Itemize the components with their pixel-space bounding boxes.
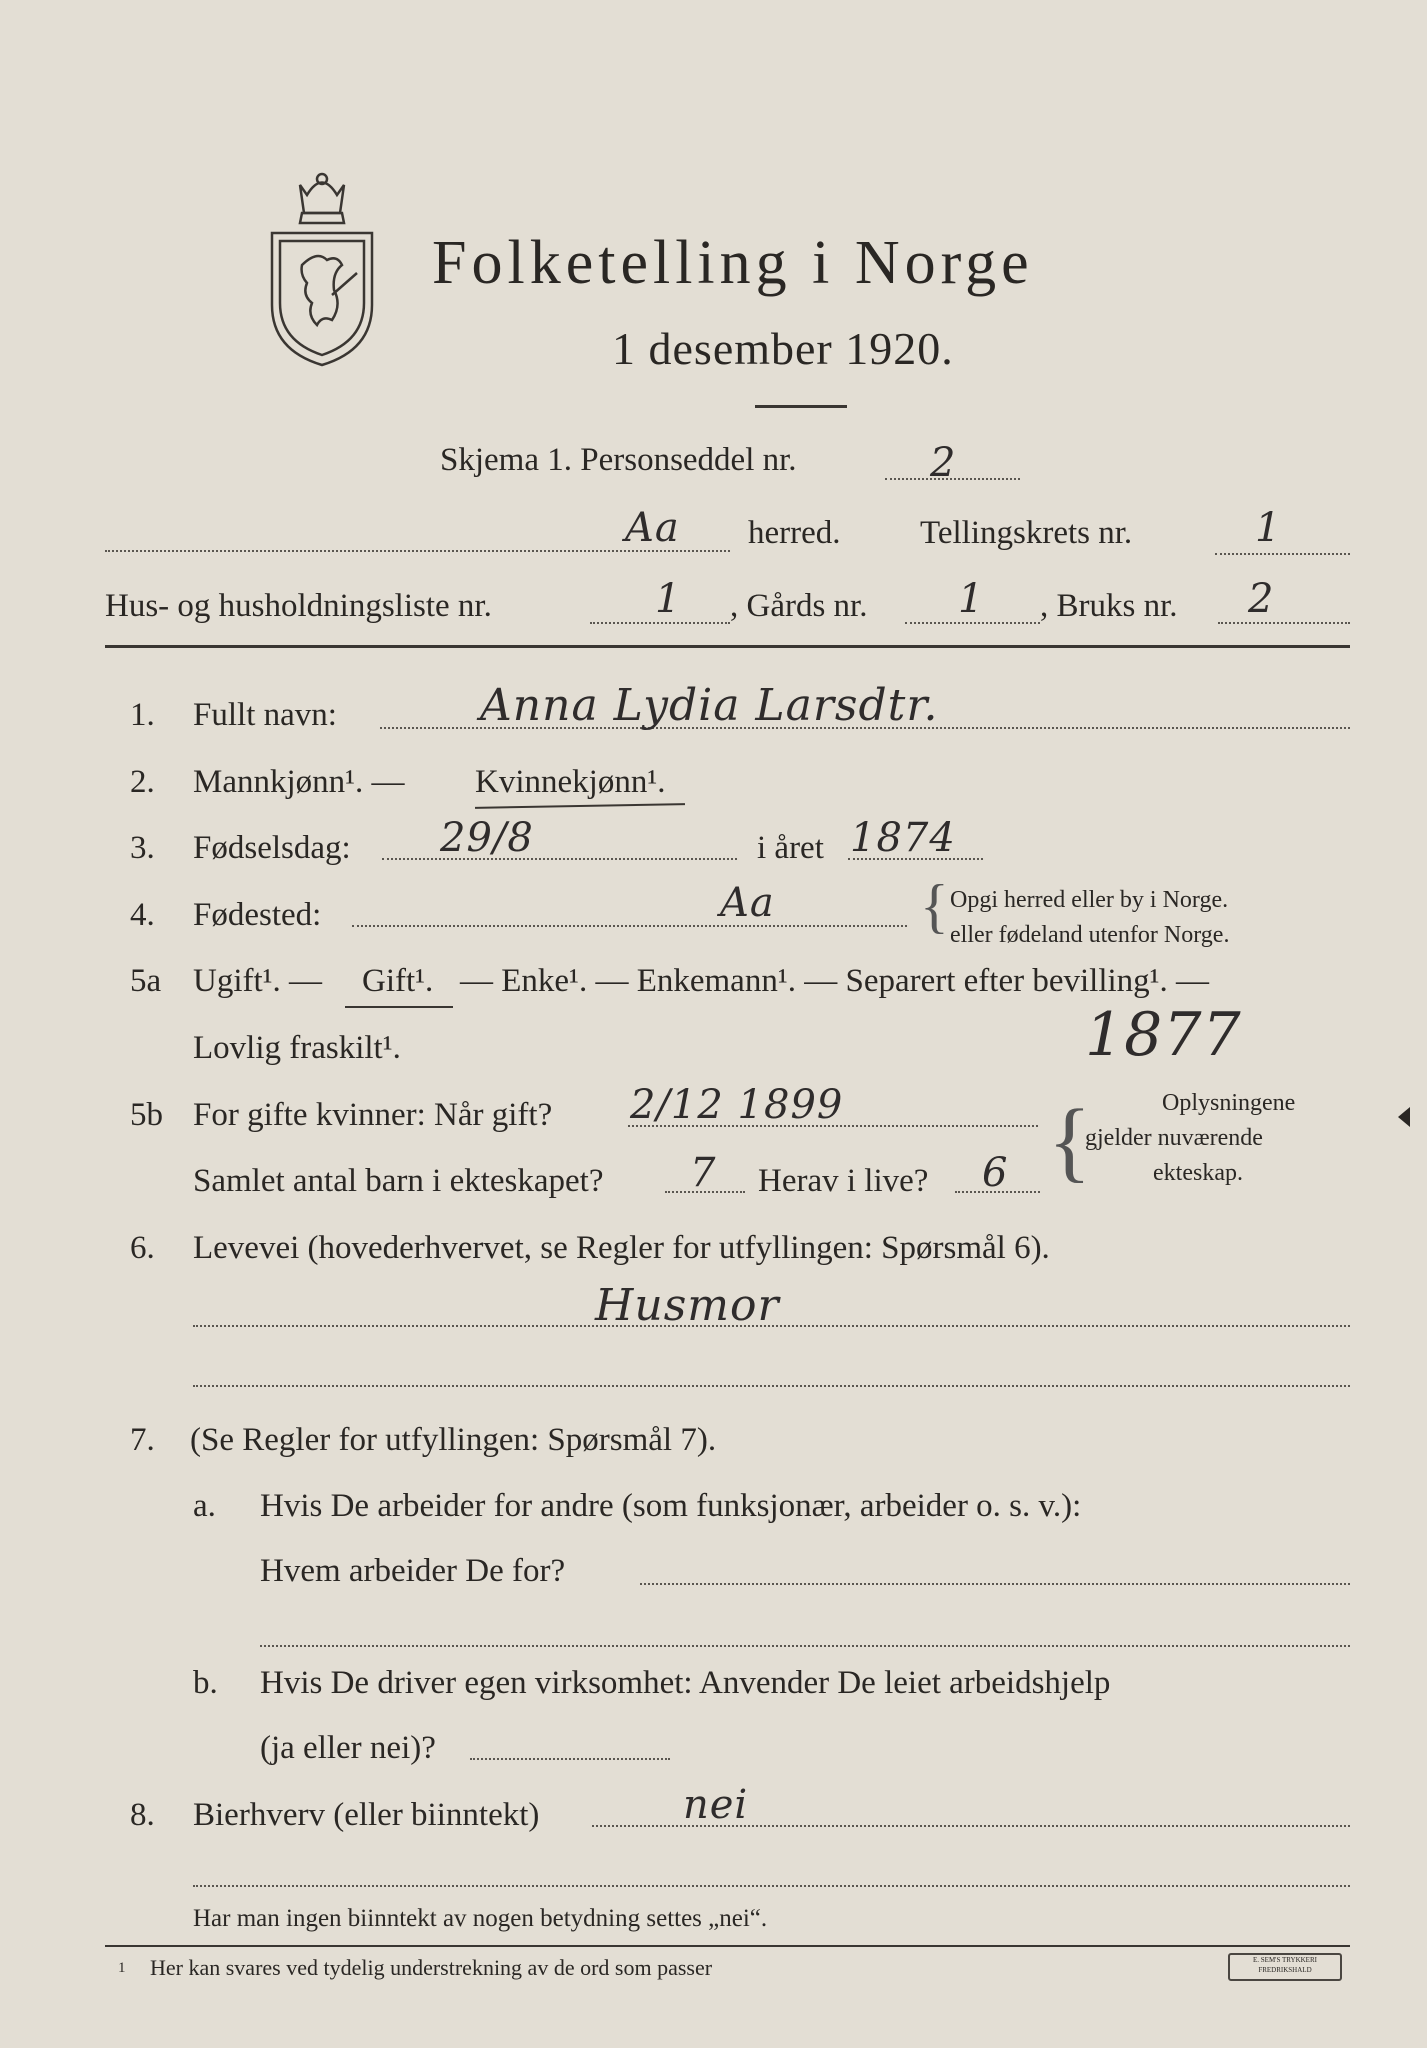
birthday-value: 29/8 xyxy=(440,815,534,861)
q5a-ugift-option: Ugift¹. — xyxy=(193,963,323,999)
q2-male-option: Mannkjønn¹. — xyxy=(193,764,405,800)
q5b-note-line1: Oplysningene xyxy=(1162,1090,1296,1116)
gards-nr-value: 1 xyxy=(958,576,985,622)
alive-count-value: 6 xyxy=(982,1150,1009,1196)
q5b-note-line2: gjelder nuværende xyxy=(1085,1125,1263,1151)
title-divider xyxy=(755,405,847,408)
tellingskrets-nr-value: 1 xyxy=(1255,505,1282,551)
bruks-nr-value: 2 xyxy=(1248,576,1275,622)
q4-note-brace: { xyxy=(920,873,949,939)
q5b-note-line3: ekteskap. xyxy=(1153,1160,1243,1186)
q7-number: 7. xyxy=(130,1422,155,1458)
tellingskrets-label: Tellingskrets nr. xyxy=(920,515,1133,551)
form-date: 1 desember 1920. xyxy=(612,323,954,374)
coat-of-arms-icon xyxy=(262,165,382,370)
q3-birthday-dotted-line xyxy=(382,858,737,860)
q5b-alive-label: Herav i live? xyxy=(758,1163,929,1199)
children-count-value: 7 xyxy=(690,1150,717,1196)
q7b-text: Hvis De driver egen virksomhet: Anvender De leiet arbeidshjelp xyxy=(260,1665,1111,1701)
herred-value: Aa xyxy=(625,505,680,551)
herred-label: herred. xyxy=(748,515,841,551)
q5b-note-brace: { xyxy=(1048,1092,1092,1191)
q5a-handwritten-year: 1877 xyxy=(1085,1000,1242,1070)
q7a-dotted-line-2 xyxy=(260,1645,1350,1647)
q3-label: Fødselsdag: xyxy=(193,830,351,866)
q3-number: 3. xyxy=(130,830,155,866)
skjema-label: Skjema 1. Personseddel nr. xyxy=(440,442,797,478)
footnote-mark: 1 xyxy=(118,1960,126,1976)
q5a-number: 5a xyxy=(130,963,162,999)
bruks-dotted-line xyxy=(1218,622,1350,624)
q6-number: 6. xyxy=(130,1230,155,1266)
q5b-number: 5b xyxy=(130,1097,163,1133)
header-divider xyxy=(105,645,1350,648)
q5b-label: For gifte kvinner: Når gift? xyxy=(193,1097,553,1133)
q7b-letter: b. xyxy=(193,1665,218,1701)
q8-label: Bierhverv (eller biinntekt) xyxy=(193,1797,540,1833)
q7a-letter: a. xyxy=(193,1488,216,1524)
footnote-text: Her kan svares ved tydelig understrekning av de ord som passer xyxy=(150,1955,713,1980)
husliste-label: Hus- og husholdningsliste nr. xyxy=(105,588,492,624)
q7b-dotted-line xyxy=(470,1758,670,1760)
q7a-dotted-line-1 xyxy=(640,1583,1350,1585)
q5b-children-label: Samlet antal barn i ekteskapet? xyxy=(193,1163,604,1199)
q5a-line2: Lovlig fraskilt¹. xyxy=(193,1030,401,1066)
q6-dotted-line-1 xyxy=(193,1325,1350,1327)
husliste-dotted-line xyxy=(590,622,730,624)
marriage-date-value: 2/12 1899 xyxy=(630,1082,844,1128)
q6-label: Levevei (hovederhvervet, se Regler for utfyllingen: Spørsmål 6). xyxy=(193,1230,1050,1266)
occupation-value: Husmor xyxy=(595,1280,780,1331)
husliste-nr-value: 1 xyxy=(655,576,682,622)
printer-stamp-text: E. SEM'S TRYKKERI FREDRIKSHALD xyxy=(1253,1956,1317,1974)
q8-number: 8. xyxy=(130,1797,155,1833)
q1-number: 1. xyxy=(130,697,155,733)
gards-dotted-line xyxy=(905,622,1040,624)
birth-year-value: 1874 xyxy=(850,815,956,861)
q7-label: (Se Regler for utfyllingen: Spørsmål 7). xyxy=(190,1422,717,1458)
form-title: Folketelling i Norge xyxy=(432,229,1034,297)
footer-note: Har man ingen biinntekt av nogen betydning settes „nei“. xyxy=(193,1905,768,1932)
q1-label: Fullt navn: xyxy=(193,697,337,733)
side-income-value: nei xyxy=(683,1782,749,1828)
q7b-sub-label: (ja eller nei)? xyxy=(260,1730,436,1766)
q7a-text: Hvis De arbeider for andre (som funksjonær, arbeider o. s. v.): xyxy=(260,1488,1082,1524)
q4-label: Fødested: xyxy=(193,897,322,933)
birthplace-value: Aa xyxy=(720,880,775,926)
q6-dotted-line-2 xyxy=(193,1385,1350,1387)
q5a-other-options: — Enke¹. — Enkemann¹. — Separert efter bevilling¹. — xyxy=(460,963,1210,999)
bruks-label: , Bruks nr. xyxy=(1040,588,1178,624)
tellingskrets-dotted-line xyxy=(1215,553,1350,555)
q2-female-underline xyxy=(475,803,685,809)
personseddel-nr-value: 2 xyxy=(930,440,957,486)
q4-note-line2: eller fødeland utenfor Norge. xyxy=(950,922,1230,948)
footer-divider xyxy=(105,1945,1350,1947)
q3-year-label: i året xyxy=(757,830,824,866)
printer-stamp xyxy=(1228,1953,1342,1981)
binding-notch xyxy=(1398,1107,1410,1127)
q5a-gift-option: Gift¹. xyxy=(362,963,434,999)
q2-female-option: Kvinnekjønn¹. xyxy=(475,764,666,800)
q8-dotted-line-2 xyxy=(193,1885,1350,1887)
q2-number: 2. xyxy=(130,764,155,800)
gards-label: , Gårds nr. xyxy=(730,588,868,624)
q4-number: 4. xyxy=(130,897,155,933)
q4-note-line1: Opgi herred eller by i Norge. xyxy=(950,887,1229,913)
q7a-sub-label: Hvem arbeider De for? xyxy=(260,1553,566,1589)
full-name-value: Anna Lydia Larsdtr. xyxy=(480,680,939,731)
q4-dotted-line xyxy=(352,925,907,927)
q5a-gift-underline xyxy=(345,1006,453,1008)
